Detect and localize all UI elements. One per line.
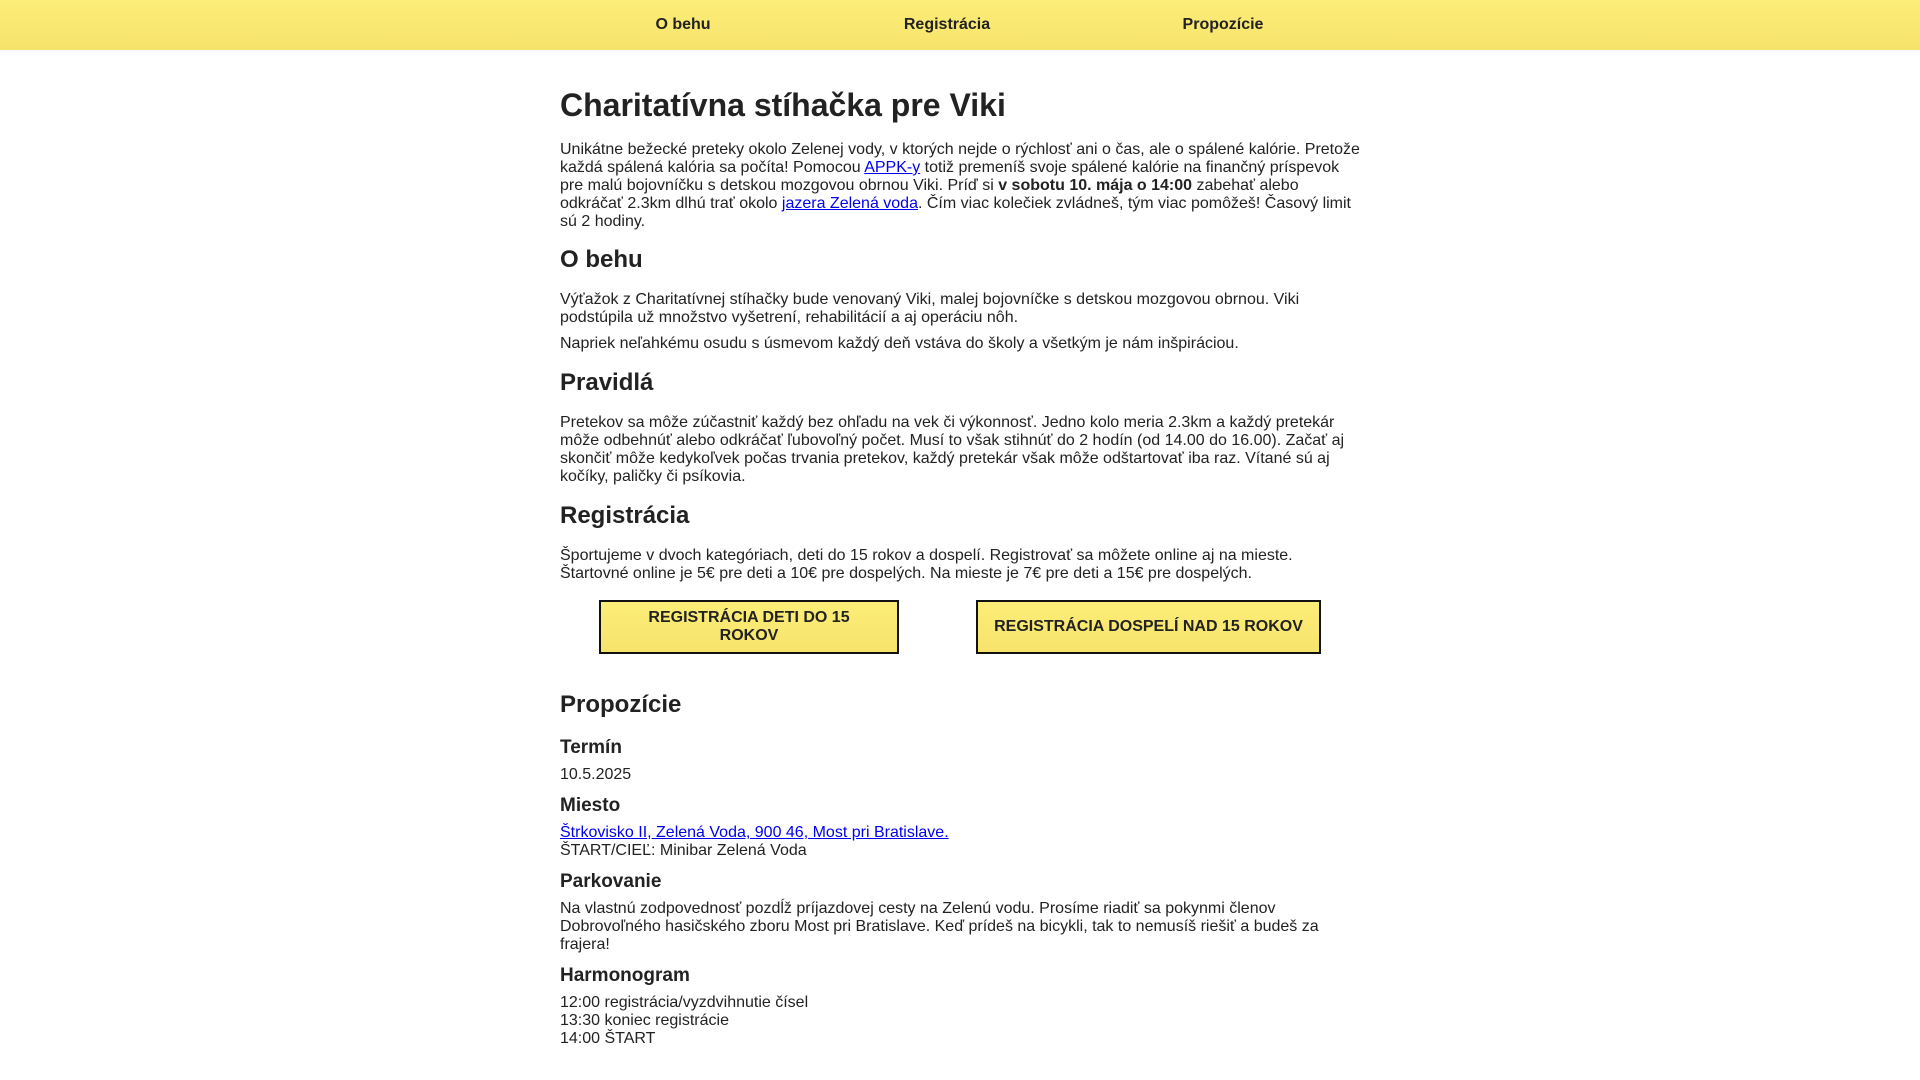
start-finish-note: ŠTART/CIEĽ: Minibar Zelená Voda (560, 842, 807, 859)
lake-link[interactable]: jazera Zelená voda (781, 195, 918, 212)
schedule-item: 13:30 koniec registrácie (560, 1012, 729, 1029)
nav-item-o-behu[interactable]: O behu (655, 16, 711, 33)
place-paragraph (560, 824, 1362, 860)
intro-text: Unikátne bežecké preteky okolo Zelenej vody, v ktorých nejde o rýchlosť ani o čas, ale o spálené kalórie. Pretože každá spálená kalória sa počíta! Pomocou (560, 141, 1360, 176)
subheading-harmonogram: Harmonogram (560, 965, 690, 986)
subheading-parkovanie: Parkovanie (560, 871, 662, 892)
appk-link[interactable]: APPK-y (864, 159, 921, 176)
schedule-list (560, 994, 1362, 1048)
nav-item-propozicie[interactable]: Propozície (1182, 16, 1264, 33)
subheading-miesto: Miesto (560, 795, 621, 816)
main-content (560, 50, 1362, 1048)
about-paragraph-2: Napriek neľahkému osudu s úsmevom každý deň vstáva do školy a všetkým je nám inšpiráciou. (560, 335, 1239, 352)
nav-item-registracia[interactable]: Registrácia (903, 16, 991, 33)
about-paragraph-1: Výťažok z Charitatívnej stíhačky bude venovaný Viki, malej bojovníčke s detskou mozgovou obrnou. Viki podstúpila už množstvo vyšetrení, rehabilitácií a aj operáciu nôh. (560, 291, 1300, 326)
address-link[interactable]: Štrkovisko II, Zelená Voda, 900 46, Most pri Bratislave. (560, 824, 949, 841)
intro-paragraph (560, 141, 1362, 231)
intro-text: totiž premeníš svoje spálené kalórie na finančný príspevok pre malú bojovníčku s detskou mozgovou obrnou Viki. Príď si (560, 159, 1340, 194)
intro-text: zabehať alebo odkráčať 2.3km dlhú trať okolo (560, 177, 1299, 212)
parking-paragraph: Na vlastnú zodpovednosť pozdĺž príjazdovej cesty na Zelenú vodu. Prosíme riadiť sa pokynmi členov Dobrovoľného hasičského zboru Most pri Bratislave. Keď prídeš na bicykli, tak to nemusíš riešiť a budeš za frajera! (560, 900, 1319, 953)
top-navbar (0, 0, 1920, 50)
event-date: 10.5.2025 (560, 766, 632, 783)
register-adults-button[interactable]: REGISTRÁCIA DOSPELÍ NAD 15 ROKOV (976, 600, 1321, 654)
registration-paragraph: Športujeme v dvoch kategóriach, deti do 15 rokov a dospelí. Registrovať sa môžete online aj na mieste. Štartovné online je 5€ pre deti a 10€ pre dospelých. Na mieste je 7€ pre deti a 15€ pre dospelých. (560, 547, 1293, 582)
intro-text: . Čím viac kolečiek zvládneš, tým viac pomôžeš! Časový limit sú 2 hodiny. (560, 195, 1351, 230)
register-kids-button[interactable]: REGISTRÁCIA DETI DO 15 ROKOV (599, 600, 899, 654)
schedule-item: 12:00 registrácia/vyzdvihnutie čísel (560, 994, 809, 1011)
subheading-termin: Termín (560, 737, 622, 758)
section-heading-o-behu: O behu (560, 246, 643, 273)
rules-paragraph: Pretekov sa môže zúčastniť každý bez ohľadu na vek či výkonnosť. Jedno kolo meria 2.3km a každý pretekár môže odbehnúť alebo odkráčať ľubovoľný počet. Musí to však stihnúť do 2 hodín (od 14.00 do 16.00). Začať aj skončiť môže kedykoľvek počas trvania pretekov, každý pretekár však môže odštartovať iba raz. Vítané sú aj kočíky, paličky či psíkovia. (560, 414, 1345, 485)
section-heading-pravidla: Pravidlá (560, 369, 654, 396)
section-heading-registracia: Registrácia (560, 502, 690, 529)
registration-buttons (560, 600, 1362, 654)
section-heading-propozicie: Propozície (560, 691, 682, 718)
event-date-bold: v sobotu 10. mája o 14:00 (998, 177, 1193, 194)
page-title: Charitatívna stíhačka pre Viki (560, 87, 1006, 123)
schedule-item: 14:00 ŠTART (560, 1030, 656, 1047)
